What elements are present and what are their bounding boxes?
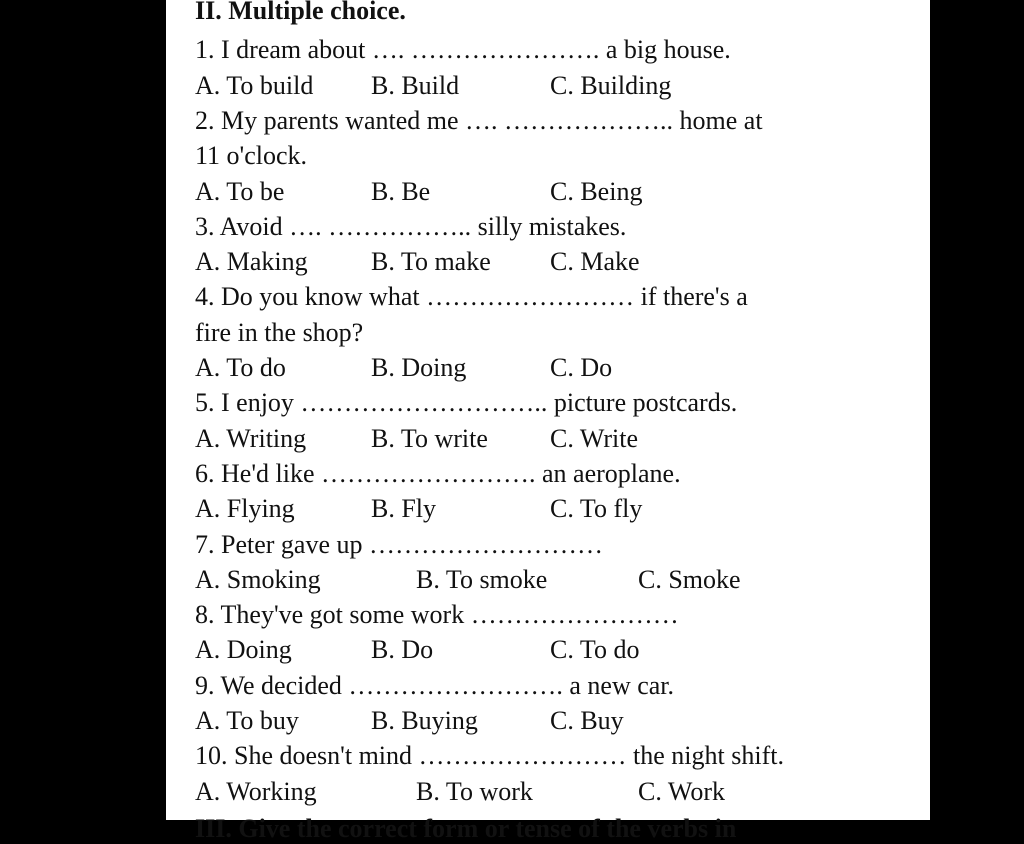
answer-option: C. To fly xyxy=(550,494,643,524)
answer-option: C. Write xyxy=(550,423,639,453)
next-section-title: III. Give the correct form or tense of the verbs in xyxy=(195,813,737,843)
question-text: 4. Do you know what …………………… if there's a xyxy=(195,282,748,312)
question-text: 10. She doesn't mind …………………… the night shift. xyxy=(195,741,784,771)
answer-option: C. Work xyxy=(638,776,725,806)
answer-option: C. Smoke xyxy=(638,564,741,594)
answer-option: A. Working xyxy=(195,776,317,806)
question-text: 7. Peter gave up ……………………… xyxy=(195,529,604,559)
question-text: 6. He'd like ……………………. an aeroplane. xyxy=(195,458,681,488)
answer-option: B. Fly xyxy=(371,494,437,524)
answer-option: C. Being xyxy=(550,176,643,206)
answer-option: B. Do xyxy=(371,635,434,665)
answer-option: B. Doing xyxy=(371,353,467,382)
question-text: 3. Avoid …. …………….. silly mistakes. xyxy=(195,211,627,241)
question-text: 8. They've got some work …………………… xyxy=(195,600,679,630)
answer-option: A. Writing xyxy=(195,423,307,453)
answer-option: A. To do xyxy=(195,353,286,382)
answer-option: C. Do xyxy=(550,353,613,382)
answer-option: A. Making xyxy=(195,247,308,277)
answer-option: C. Building xyxy=(550,70,672,100)
answer-option: C. To do xyxy=(550,635,640,665)
question-text: 9. We decided ……………………. a new car. xyxy=(195,670,675,700)
answer-option: A. Flying xyxy=(195,494,295,524)
answer-option: A. To be xyxy=(195,176,285,206)
section-title: II. Multiple choice. xyxy=(195,0,406,25)
question-text: 2. My parents wanted me …. ……………….. home at xyxy=(195,105,763,135)
answer-option: A. Doing xyxy=(195,635,292,665)
answer-option: B. To write xyxy=(371,423,488,453)
answer-option: A. Smoking xyxy=(195,564,321,594)
answer-option: B. To work xyxy=(416,776,533,806)
answer-option: C. Make xyxy=(550,247,640,277)
question-text: 1. I dream about …. …………………. a big house. xyxy=(195,35,731,65)
answer-option: B. To smoke xyxy=(416,564,548,594)
worksheet-page xyxy=(166,0,930,843)
answer-option: C. Buy xyxy=(550,706,624,735)
answer-option: B. Be xyxy=(371,176,431,206)
answer-option: A. To buy xyxy=(195,706,299,735)
question-text: fire in the shop? xyxy=(195,317,364,347)
question-text: 5. I enjoy ……………………….. picture postcards. xyxy=(195,388,738,418)
answer-option: B. Buying xyxy=(371,706,478,735)
answer-option: B. Build xyxy=(371,70,460,100)
answer-option: B. To make xyxy=(371,247,491,277)
question-text: 11 o'clock. xyxy=(195,141,308,171)
answer-option: A. To build xyxy=(195,70,314,100)
